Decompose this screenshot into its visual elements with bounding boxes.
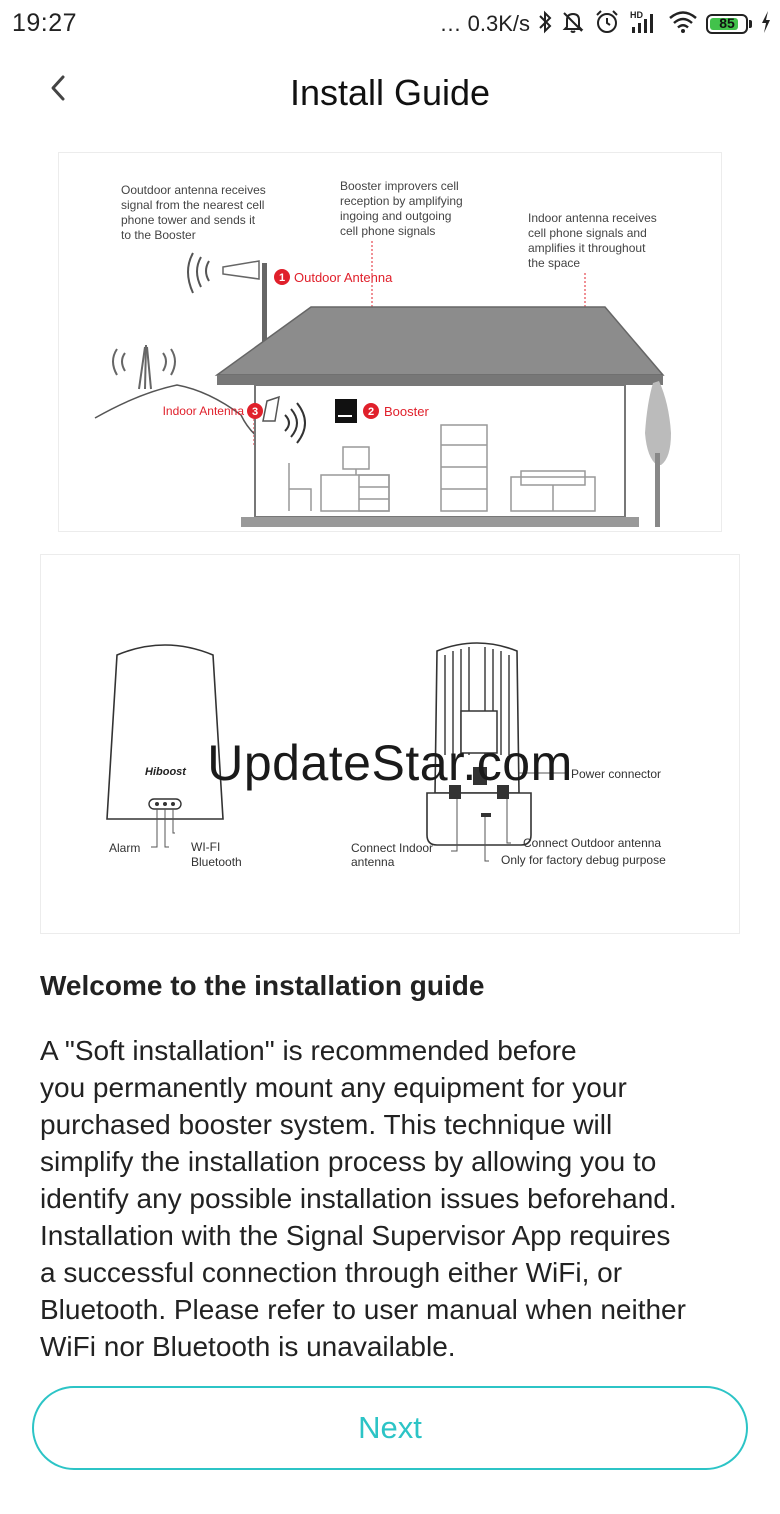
indoor-connect-label: antenna xyxy=(351,855,395,869)
booster-desc-line: cell phone signals xyxy=(340,224,436,238)
battery-level: 85 xyxy=(719,15,735,31)
booster-system-diagram xyxy=(58,152,722,532)
outdoor-antenna-label: Outdoor Antenna xyxy=(294,270,393,285)
guide-heading: Welcome to the installation guide xyxy=(40,970,485,1001)
charging-icon xyxy=(760,10,772,39)
guide-line: simplify the installation process by allowing you to xyxy=(40,1146,657,1177)
guide-line: Bluetooth. Please refer to user manual when neither xyxy=(40,1294,686,1325)
indoor-connect-label: Connect Indoor xyxy=(351,841,434,855)
booster-desc-line: ingoing and outgoing xyxy=(340,209,452,223)
house-icon xyxy=(217,307,663,527)
guide-line: Installation with the Signal Supervisor App requires xyxy=(40,1220,671,1251)
watermark-text: UpdateStar.com xyxy=(207,735,573,791)
tree-icon xyxy=(645,381,671,527)
mute-icon xyxy=(560,9,586,40)
wifi-label: WI-FI xyxy=(191,840,221,854)
guide-line: a successful connection through either WiFi, or xyxy=(40,1257,623,1288)
hd-signal-icon xyxy=(628,9,660,40)
guide-line: purchased booster system. This technique will xyxy=(40,1109,613,1140)
badge-number: 3 xyxy=(251,406,259,418)
outdoor-desc-line: phone tower and sends it xyxy=(121,213,256,227)
guide-line: you permanently mount any equipment for your xyxy=(40,1072,627,1103)
debug-port-label: Only for factory debug purpose xyxy=(501,853,666,867)
indoor-antenna-label: Indoor Antenna xyxy=(162,404,244,418)
guide-body xyxy=(40,1032,745,1365)
header xyxy=(0,56,780,128)
status-bar xyxy=(0,0,780,48)
indoor-desc-line: the space xyxy=(528,256,581,270)
guide-line: WiFi nor Bluetooth is unavailable. xyxy=(40,1331,456,1362)
bluetooth-label: Bluetooth xyxy=(191,855,242,869)
indoor-desc-line: Indoor antenna receives xyxy=(528,211,657,225)
booster-device-icon xyxy=(335,399,357,423)
cell-tower-icon xyxy=(113,345,175,389)
badge-number: 2 xyxy=(367,406,375,418)
guide-line: A "Soft installation" is recommended before xyxy=(40,1035,577,1066)
badge-number: 1 xyxy=(278,272,286,284)
next-button[interactable]: Next xyxy=(32,1386,748,1470)
guide-line: identify any possible installation issues beforehand. xyxy=(40,1183,677,1214)
status-icons xyxy=(440,8,772,40)
svg-text:HD: HD xyxy=(630,9,643,20)
booster-desc-line: reception by amplifying xyxy=(340,194,463,208)
outdoor-desc-line: to the Booster xyxy=(121,228,196,242)
outdoor-desc-line: Ooutdoor antenna receives xyxy=(121,183,266,197)
booster-desc-line: Booster improvers cell xyxy=(340,179,459,193)
wifi-icon xyxy=(668,10,698,39)
brand-logo: Hiboost xyxy=(145,766,186,778)
alarm-icon xyxy=(594,9,620,40)
outdoor-desc-line: signal from the nearest cell xyxy=(121,198,265,212)
power-connector-label: Power connector xyxy=(571,767,662,781)
indoor-desc-line: amplifies it throughout xyxy=(528,241,646,255)
indoor-desc-line: cell phone signals and xyxy=(528,226,647,240)
outdoor-connect-label: Connect Outdoor antenna xyxy=(523,836,662,850)
battery-icon xyxy=(706,14,752,34)
network-speed: … 0.3K/s xyxy=(439,11,530,36)
bluetooth-icon xyxy=(538,10,552,39)
booster-label: Booster xyxy=(384,404,429,419)
status-time: 19:27 xyxy=(12,9,78,37)
alarm-label: Alarm xyxy=(109,841,141,855)
page-title: Install Guide xyxy=(289,72,491,113)
